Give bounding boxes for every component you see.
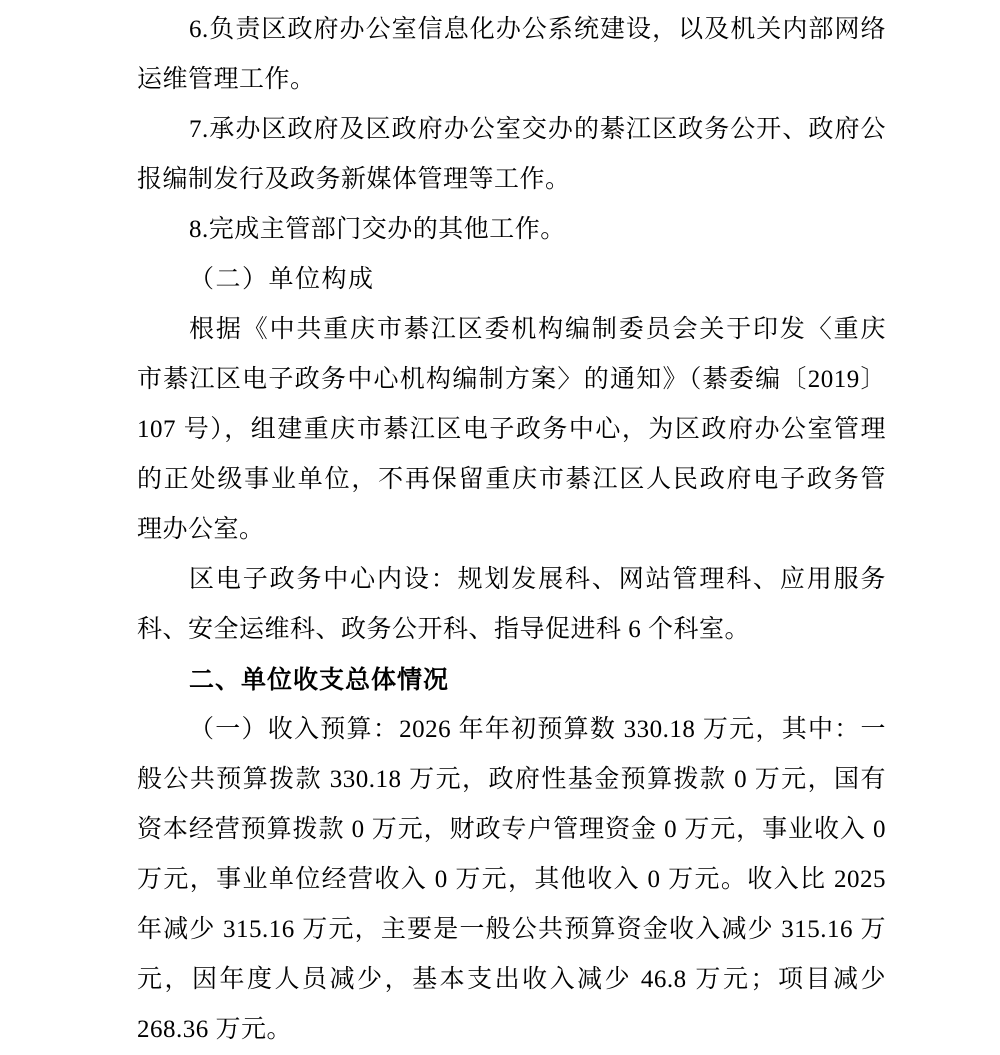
text-line: 报编制发行及政务新媒体管理等工作。: [137, 166, 571, 193]
heading-revenue-expenditure-overview: [137, 655, 886, 705]
text-line: 107 号），组建重庆市綦江区电子政务中心，为区政府办公室管理: [137, 416, 886, 443]
text-line: 的正处级事业单位，不再保留重庆市綦江区人民政府电子政务管: [137, 466, 886, 493]
paragraph-revenue-budget: [137, 705, 886, 1055]
subheading-unit-composition: [137, 255, 886, 305]
section-heading-text: 二、单位收支总体情况: [189, 666, 450, 694]
text-line: 6.负责区政府办公室信息化办公系统建设，以及机关内部网络: [189, 16, 886, 43]
text-line: 8.完成主管部门交办的其他工作。: [189, 216, 566, 243]
text-line: 区电子政务中心内设：规划发展科、网站管理科、应用服务: [189, 566, 886, 593]
text-line: 年减少 315.16 万元，主要是一般公共预算资金收入减少 315.16 万: [137, 916, 886, 943]
text-line: （一）收入预算：2026 年年初预算数 330.18 万元，其中：一: [189, 716, 886, 743]
text-line: 根据《中共重庆市綦江区委机构编制委员会关于印发〈重庆: [189, 316, 886, 343]
text-line: 7.承办区政府及区政府办公室交办的綦江区政务公开、政府公: [189, 116, 886, 143]
paragraph-unit-establishment: [137, 305, 886, 555]
subheading-text: （二）单位构成: [189, 266, 375, 293]
text-line: 元，因年度人员减少，基本支出收入减少 46.8 万元；项目减少: [137, 966, 886, 993]
text-line: 资本经营预算拨款 0 万元，财政专户管理资金 0 万元，事业收入 0: [137, 816, 886, 843]
text-line: 万元，事业单位经营收入 0 万元，其他收入 0 万元。收入比 2025: [137, 866, 886, 893]
text-line: 科、安全运维科、政务公开科、指导促进科 6 个科室。: [137, 616, 751, 643]
text-line: 市綦江区电子政务中心机构编制方案〉的通知》（綦委编〔2019〕: [137, 366, 886, 393]
paragraph-duty-item-6: [137, 5, 886, 105]
paragraph-duty-item-8: [137, 205, 886, 255]
text-line: 般公共预算拨款 330.18 万元，政府性基金预算拨款 0 万元，国有: [137, 766, 886, 793]
paragraph-internal-departments: [137, 555, 886, 655]
text-line: 268.36 万元。: [137, 1016, 293, 1043]
text-line: 理办公室。: [137, 516, 265, 543]
paragraph-duty-item-7: [137, 105, 886, 205]
text-line: 运维管理工作。: [137, 66, 316, 93]
